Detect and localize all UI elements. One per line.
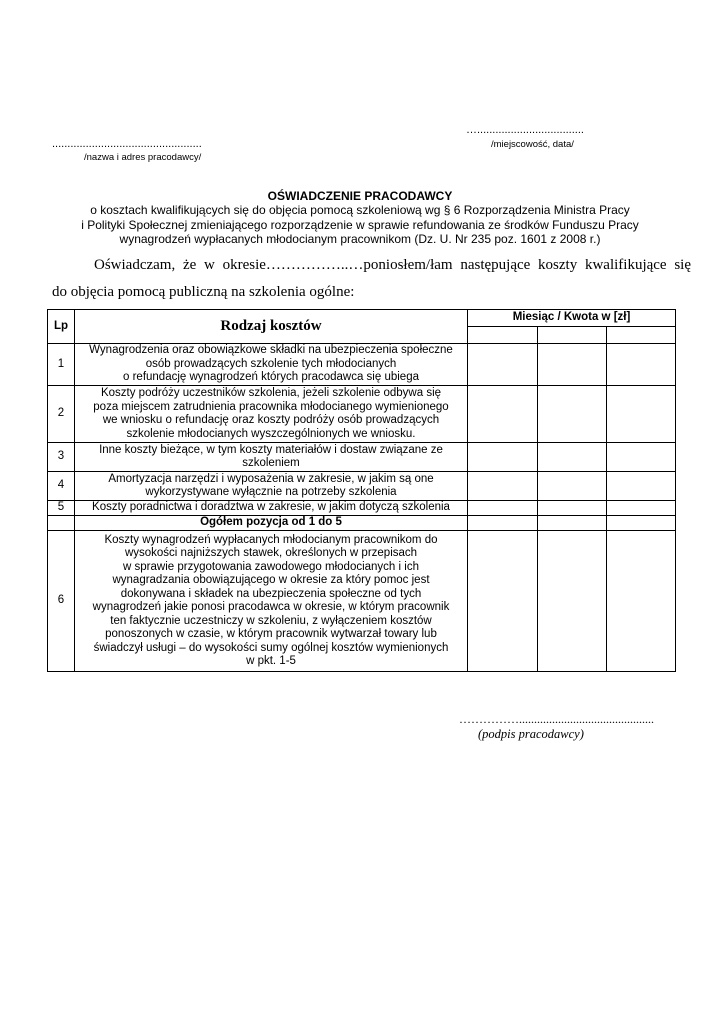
row-lp: 6 — [48, 531, 75, 672]
amount-cell[interactable] — [468, 531, 538, 672]
header-cost-type: Rodzaj kosztów — [75, 310, 468, 344]
desc-line: Koszty poradnictwa i doradztwa w zakresie, w jakim dotyczą szkolenia — [92, 501, 450, 514]
amount-cell[interactable] — [538, 501, 607, 516]
declaration-line-1: Oświadczam, że w okresie……………..…poniosłem/łam następujące koszty kwalifikujące się — [94, 257, 692, 273]
desc-line: Inne koszty bieżące, w tym koszty materiałów i dostaw związane ze — [99, 443, 443, 456]
row-lp: 1 — [48, 344, 75, 386]
amount-cell[interactable] — [607, 443, 676, 472]
amount-cell[interactable] — [538, 386, 607, 443]
sum-label: Ogółem pozycja od 1 do 5 — [75, 516, 468, 531]
amount-cell[interactable] — [607, 472, 676, 501]
sum-amount-cell[interactable] — [468, 516, 538, 531]
amount-cell[interactable] — [538, 531, 607, 672]
month-cell[interactable] — [607, 327, 676, 344]
amount-cell[interactable] — [538, 344, 607, 386]
desc-line: poza miejscem zatrudnienia pracownika młodocianego wymienionego — [93, 400, 449, 413]
row-lp: 5 — [48, 501, 75, 516]
amount-cell[interactable] — [538, 472, 607, 501]
amount-cell[interactable] — [468, 344, 538, 386]
month-cell[interactable] — [538, 327, 607, 344]
header-lp: Lp — [48, 310, 75, 344]
desc-line: ten faktycznie uczestniczy w szkoleniu, z wyłączeniem kosztów — [110, 614, 432, 627]
declaration-line-2: do objęcia pomocą publiczną na szkolenia ogólne: — [52, 284, 355, 300]
amount-cell[interactable] — [538, 443, 607, 472]
desc-line: Koszty wynagrodzeń wypłacanych młodocianym pracownikom do — [104, 533, 438, 546]
table-row — [48, 344, 676, 386]
row-description — [75, 472, 468, 501]
employer-label: /nazwa i adres pracodawcy/ — [84, 152, 202, 163]
table-row — [48, 443, 676, 472]
desc-line: Koszty podróży uczestników szkolenia, jeżeli szkolenie odbywa się — [100, 387, 442, 399]
document-title — [40, 189, 680, 246]
row-description — [75, 501, 468, 516]
table-row — [48, 501, 676, 516]
row-lp: 2 — [48, 386, 75, 443]
row-description — [75, 443, 468, 472]
amount-cell[interactable] — [607, 386, 676, 443]
desc-line: osób prowadzących szkolenie tych młodocianych — [145, 357, 397, 370]
desc-line: Amortyzacja narzędzi i wyposażenia w zakresie, w jakim są one — [108, 472, 434, 485]
amount-cell[interactable] — [468, 386, 538, 443]
title-heading: OŚWIADCZENIE PRACODAWCY — [267, 189, 453, 203]
desc-line: Wynagrodzenia oraz obowiązkowe składki na ubezpieczenia społeczne — [89, 344, 453, 357]
table-row — [48, 531, 676, 672]
title-line-3: i Polityki Społecznej zmieniającego rozporządzenie w sprawie refundowania ze środków Funduszu Pracy — [81, 217, 639, 232]
desc-line: świadczył usługi – do wysokości sumy ogólnej kosztów wymienionych — [93, 641, 449, 654]
amount-cell[interactable] — [468, 472, 538, 501]
desc-line: dokonywana i składek na ubezpieczenia społeczne od tych — [120, 587, 422, 600]
row-lp: 4 — [48, 472, 75, 501]
amount-cell[interactable] — [607, 344, 676, 386]
sum-amount-cell[interactable] — [538, 516, 607, 531]
amount-cell[interactable] — [607, 531, 676, 672]
desc-line: w pkt. 1-5 — [246, 655, 296, 667]
amount-cell[interactable] — [468, 443, 538, 472]
row-description — [75, 531, 468, 672]
header-month-amount: Miesiąc / Kwota w [zł] — [468, 310, 676, 327]
desc-line: wynagrodzeń jakie ponosi pracodawca w okresie, w którym pracownik — [92, 601, 450, 613]
desc-line: w sprawie przygotowania zawodowego młodocianych i ich — [123, 560, 419, 573]
desc-line: wykorzystywane wyłącznie na potrzeby szkolenia — [145, 486, 397, 498]
row-description — [75, 386, 468, 443]
sum-amount-cell[interactable] — [607, 516, 676, 531]
place-date-dots: …................................... — [466, 124, 584, 136]
desc-line: wynagradzania obowiązującego w okresie za który pomoc jest — [112, 574, 430, 586]
employer-dots: ................................................. — [52, 138, 202, 150]
place-date-label: /miejscowość, data/ — [491, 139, 574, 150]
table-row — [48, 386, 676, 443]
costs-table — [47, 309, 676, 672]
desc-line: o refundację wynagrodzeń których pracodawca się ubiega — [123, 371, 419, 384]
title-line-2: o kosztach kwalifikujących się do objęcia pomocą szkoleniową wg § 6 Rozporządzenia Ministra Pracy — [90, 203, 630, 218]
desc-line: szkoleniem — [242, 457, 300, 469]
desc-line: wysokości najniższych stawek, określonych w przepisach — [124, 547, 418, 559]
sum-row — [48, 516, 676, 531]
sum-lp-cell — [48, 516, 75, 531]
table-row — [48, 472, 676, 501]
row-lp: 3 — [48, 443, 75, 472]
month-cell[interactable] — [468, 327, 538, 344]
signature-dots: ……………............................................. — [459, 712, 654, 726]
row-description — [75, 344, 468, 386]
desc-line: ponoszonych w czasie, w którym pracownik wytwarzał towary lub — [105, 628, 437, 640]
title-line-4: wynagrodzeń wypłacanych młodocianym pracownikom (Dz. U. Nr 235 poz. 1601 z 2008 r.) — [119, 231, 601, 246]
desc-line: szkolenie młodocianych wyszczególnionych we wniosku. — [126, 427, 416, 440]
amount-cell[interactable] — [607, 501, 676, 516]
signature-label: (podpis pracodawcy) — [478, 727, 584, 741]
amount-cell[interactable] — [468, 501, 538, 516]
desc-line: we wniosku o refundację oraz koszty podróży osób prowadzących — [102, 414, 440, 426]
